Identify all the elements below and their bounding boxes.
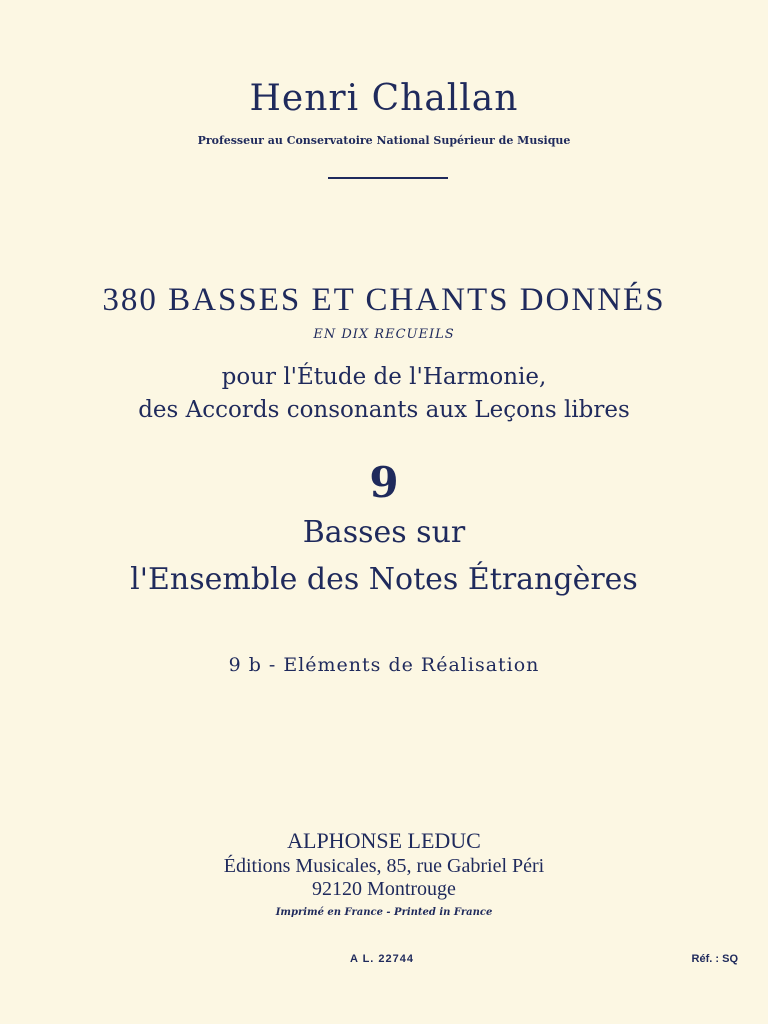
- author-subtitle: Professeur au Conservatoire National Supérieur de Musique: [197, 134, 571, 147]
- purpose-line-2: des Accords consonants aux Leçons libres: [138, 397, 630, 423]
- publisher-name: ALPHONSE LEDUC: [287, 828, 481, 853]
- author-name: Henri Challan: [249, 78, 519, 119]
- printed-in-france-note: Imprimé en France - Printed in France: [275, 907, 493, 918]
- volume-title-line-1: Basses sur: [302, 515, 466, 550]
- collection-note: EN DIX RECUEILS: [313, 327, 455, 342]
- divider-rule: [328, 177, 448, 179]
- reference-code: Réf. : SQ: [691, 953, 738, 965]
- part-title: 9 b - Eléments de Réalisation: [228, 654, 540, 676]
- catalog-number: A L. 22744: [350, 953, 415, 965]
- purpose-line-1: pour l'Étude de l'Harmonie,: [221, 364, 547, 390]
- volume-number: 9: [369, 458, 399, 507]
- volume-title-line-2: l'Ensemble des Notes Étrangères: [130, 562, 638, 597]
- publisher-address-line-2: 92120 Montrouge: [312, 878, 456, 900]
- publisher-address-line-1: Éditions Musicales, 85, rue Gabriel Péri: [223, 855, 545, 877]
- main-title: 380 BASSES ET CHANTS DONNÉS: [102, 282, 666, 318]
